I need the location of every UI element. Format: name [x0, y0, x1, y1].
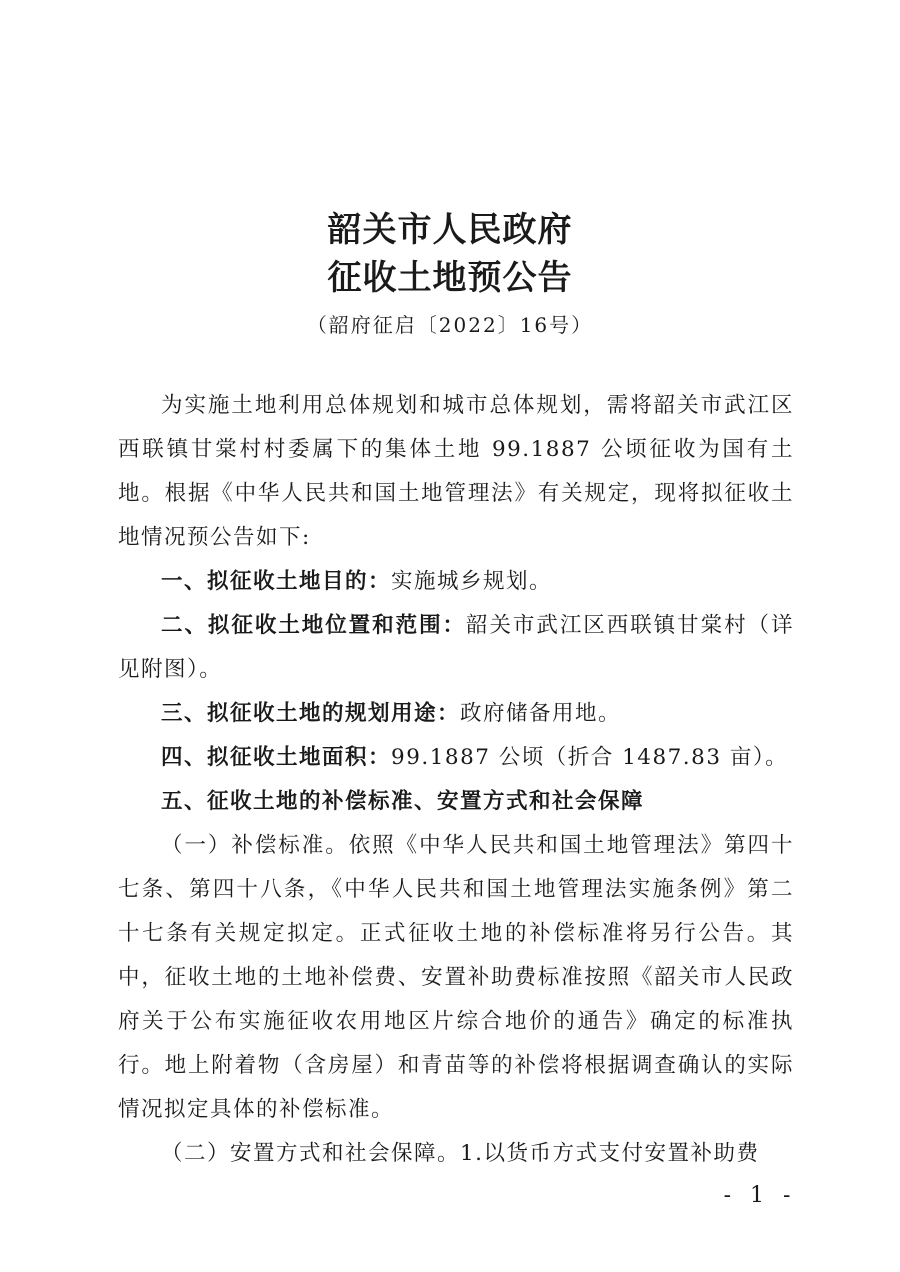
item-4-text: 99.1887 公顷（折合 1487.83 亩）。 — [391, 745, 789, 770]
item-2-heading: 二、拟征收土地位置和范围： — [161, 613, 466, 638]
sub-1-paragraph: （一）补偿标准。依照《中华人民共和国土地管理法》第四十七条、第四十八条，《中华人民共和国土地管理法实施条例》第二十七条有关规定拟定。正式征收土地的补偿标准将另行公告。其中，征收土地的土地补偿费、安置补助费标准按照《韶关市人民政府关于公布实施征收农用地区片综合地价的通告》确定的标准执行。地上附着物（含房屋）和青苗等的补偿将根据调查确认的实际情况拟定具体的补偿标准。 — [118, 833, 794, 1122]
item-2-paragraph — [118, 604, 794, 692]
document-number: （韶府征启〔2022〕16号） — [306, 313, 594, 337]
item-3-paragraph — [118, 692, 794, 736]
item-1-paragraph — [118, 560, 794, 604]
document-body — [118, 384, 794, 1176]
item-4-heading: 四、拟征收土地面积： — [161, 745, 392, 770]
item-5-heading: 五、征收土地的补偿标准、安置方式和社会保障 — [161, 789, 645, 814]
sub-2-paragraph: （二）安置方式和社会保障。1.以货币方式支付安置补助费 — [161, 1141, 760, 1166]
item-3-heading: 三、拟征收土地的规划用途： — [161, 701, 461, 726]
page-number: - 1 - — [723, 1183, 797, 1208]
item-1-text: 实施城乡规划。 — [391, 569, 553, 594]
item-1-heading: 一、拟征收土地目的： — [161, 569, 392, 594]
item-5-paragraph — [118, 780, 794, 824]
intro-paragraph: 为实施土地利用总体规划和城市总体规划，需将韶关市武江区西联镇甘棠村村委属下的集体土地 99.1887 公顷征收为国有土地。根据《中华人民共和国土地管理法》有关规定，现将拟征收土地情况预公告如下: — [118, 393, 794, 550]
document-title-line-1: 韶关市人民政府 — [327, 210, 573, 250]
item-4-paragraph — [118, 736, 794, 780]
document-title-line-2: 征收土地预公告 — [327, 258, 573, 298]
item-3-text: 政府储备用地。 — [460, 701, 622, 726]
item-2-text: 韶关市武江区西联镇甘棠村（详见附图）。 — [118, 613, 794, 682]
